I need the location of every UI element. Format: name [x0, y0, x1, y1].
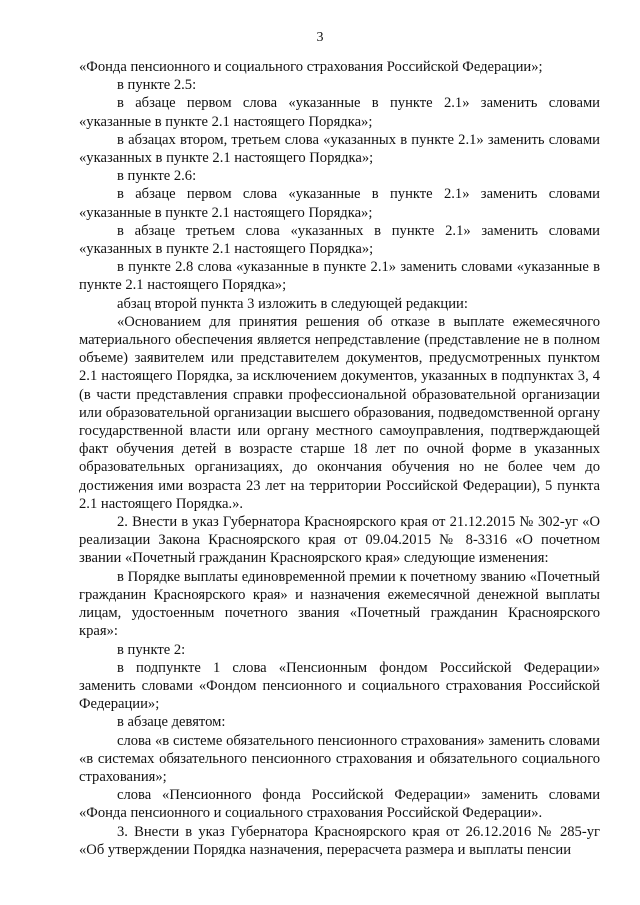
- paragraph: в абзаце третьем слова «указанных в пункте 2.1» заменить словами «указанных в пункте 2.1 настоящего Порядка»;: [79, 222, 600, 258]
- paragraph: в пункте 2.5:: [117, 77, 197, 94]
- paragraph: в пункте 2.8 слова «указанные в пункте 2.1» заменить словами «указанные в пункте 2.1 настоящего Порядка»;: [79, 259, 600, 294]
- paragraph: в абзацах втором, третьем слова «указанных в пункте 2.1» заменить словами «указанных в пункте 2.1 настоящего Порядка»;: [79, 131, 600, 167]
- paragraph: в пункте 2:: [117, 641, 186, 658]
- paragraph: слова «в системе обязательного пенсионного страхования» заменить словами «в системах обязательного пенсионного страхования и обязательного социального страхования»;: [79, 732, 600, 785]
- quoted-paragraph: «Основанием для принятия решения об отказе в выплате ежемесячного материального обеспечения является непредставление (представление не в полном объеме) заявителем или представителем документов, предусмотренных пунктом 2.1 настоящего Порядка, за исключением документов, указанных в подпунктах 3, 4 (в части представления справки профессиональной образовательной организации или образовательной организации высшего образования, подведомственной органу государственной власти или органу местного самоуправления, подтверждающей факт обучения детей в возрасте старше 18 лет по очной форме в указанных образовательных организациях, до окончания обучения но не более чем до достижения ими возраста 23 лет на территории Российской Федерации), 5 пункта 2.1 настоящего Порядка.».: [79, 313, 600, 512]
- paragraph: в пункте 2.6:: [117, 168, 197, 185]
- paragraph: слова «Пенсионного фонда Российской Федерации» заменить словами «Фонда пенсионного и социального страхования Российской Федерации».: [79, 787, 600, 822]
- paragraph: в абзаце первом слова «указанные в пункте 2.1» заменить словами «указанные в пункте 2.1 настоящего Порядка»;: [79, 186, 600, 221]
- paragraph: в подпункте 1 слова «Пенсионным фондом Российской Федерации» заменить словами «Фондом пенсионного и социального страхования Российской Федерации»;: [79, 659, 600, 713]
- paragraph: «Фонда пенсионного и социального страхования Российской Федерации»;: [79, 59, 543, 75]
- paragraph: в абзаце девятом:: [117, 714, 226, 731]
- document-body: [79, 58, 600, 859]
- paragraph: абзац второй пункта 3 изложить в следующей редакции:: [117, 295, 468, 312]
- page-number: 3: [316, 30, 324, 45]
- paragraph: в абзаце первом слова «указанные в пункте 2.1» заменить словами «указанные в пункте 2.1 настоящего Порядка»;: [79, 95, 600, 130]
- paragraph: в Порядке выплаты единовременной премии к почетному званию «Почетный гражданин Красноярского края» и назначения ежемесячной денежной выплаты лицам, удостоенным почетного звания «Почетный гражданин Красноярского края»:: [79, 568, 600, 640]
- paragraph: 2. Внести в указ Губернатора Красноярского края от 21.12.2015 № 302-уг «О реализации Закона Красноярского края от 09.04.2015 № 8-3316 «О почетном звании «Почетный гражданин Красноярского края» следующие изменения:: [79, 514, 600, 567]
- paragraph: 3. Внести в указ Губернатора Красноярского края от 26.12.2016 № 285-уг «Об утверждении Порядка назначения, перерасчета размера и выплаты пенсии: [79, 823, 600, 858]
